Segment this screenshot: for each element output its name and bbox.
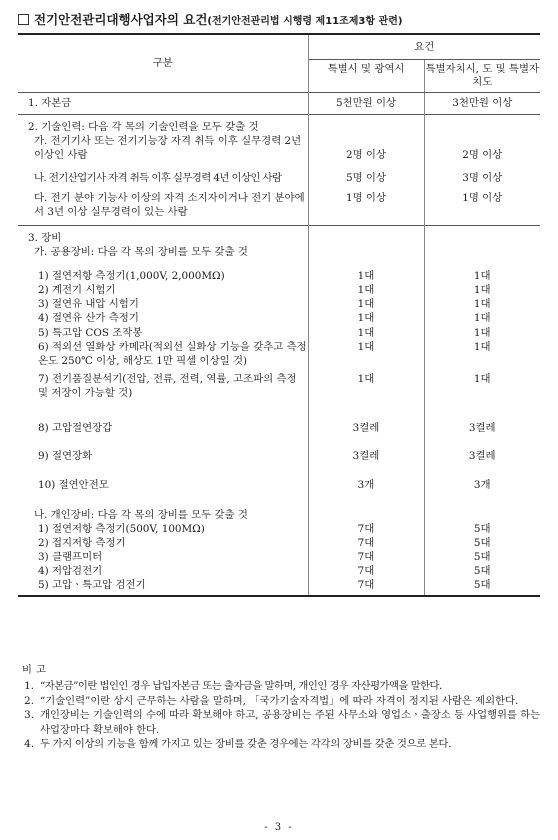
personal-item-metro: 7대 [308,578,424,596]
common-item-province: 1대 [473,312,491,325]
note-number: 2. [24,694,34,707]
note-number: 4. [24,738,34,751]
personal-item-metro: 7대 [308,522,424,536]
header-province: 특별자치시, 도 및 특별자치도 [424,60,540,93]
tech-item-industrial: 나. 전기산업기사 자격 취득 이후 실무경력 4년 이상인 사람 [34,172,282,185]
tech-industrial-province: 3명 이상 [462,172,503,185]
personal-item-province: 5대 [473,564,491,577]
notes-section [18,663,543,751]
common-item-insulated-boots: 9) 절연장화 [38,449,93,462]
common-item-thermal-camera: 6) 적외선 열화상 카메라(적외선 실화상 기능을 갖추고 측정온도 250℃ 이상, 해상도 1만 픽셀 이상일 것) [38,340,307,367]
header-metro: 특별시 및 광역시 [308,60,424,93]
personal-item-ground-tester: 2) 접지저항 측정기 [38,536,126,549]
note-text: 두 가지 이상의 기능을 함께 가지고 있는 장비를 갖춘 경우에는 각각의 장비를 갖춘 것으로 본다. [40,738,452,751]
personal-item-metro: 7대 [308,564,424,578]
common-item-metro: 1대 [308,311,424,325]
document-heading [18,10,548,28]
common-item-oil-voltage-tester: 3) 절연유 내압 시험기 [38,298,139,311]
common-item-province: 1대 [473,270,491,283]
note-item [18,737,543,751]
common-item-province: 1대 [473,298,491,311]
common-item-metro: 3켤레 [308,442,424,470]
note-number: 1. [24,680,34,693]
personal-item-hv-detector: 5) 고압ㆍ특고압 검전기 [38,578,146,591]
personal-item-province: 5대 [473,522,491,535]
common-item-power-analyzer: 7) 전기품질분석기(전압, 전류, 전력, 역률, 고조파의 측정 및 저장이 가능할 것) [38,372,297,399]
common-item-metro: 3켤레 [308,414,424,442]
capital-label: 1. 자본금 [28,97,72,110]
personal-item-metro: 7대 [308,536,424,550]
personal-item-clamp-meter: 3) 클램프미터 [38,550,103,563]
tech-technician-metro: 1명 이상 [308,191,424,226]
note-text: 개인장비는 기술인력의 수에 따라 확보해야 하고, 공용장비는 주된 사무소와 영업소ㆍ출장소 등 사업행위를 하는 사업장마다 확보해야 한다. [40,709,541,736]
personal-item-province: 5대 [424,578,540,596]
heading-title: 전기안전관리대행사업자의 요건 [34,12,208,27]
tech-industrial-metro: 5명 이상 [308,165,424,191]
common-item-metro: 1대 [308,283,424,297]
note-number: 3. [24,709,34,722]
heading-subtitle: (전기안전관리법 시행령 제11조제3항 관련) [207,16,403,27]
equip-personal-label: 나. 개인장비: 다음 각 목의 장비를 모두 갖출 것 [34,508,248,521]
notes-title: 비고 [22,664,50,676]
capital-metro: 5천만원 이상 [308,93,424,115]
page-number: - 3 - [264,822,294,833]
common-item-metro: 1대 [308,372,424,414]
common-item-province: 3개 [473,478,491,491]
equip-common-label: 가. 공용장비: 다음 각 목의 장비를 모두 갖출 것 [34,246,248,259]
common-item-metro: 1대 [308,269,424,283]
common-item-province: 1대 [473,340,491,353]
note-text: “기술인력”이란 상시 근무하는 사람을 말하며, 「국가기술자격법」에 따라 자격이 정지된 사람은 제외한다. [40,694,519,707]
personal-item-lv-detector: 4) 저압검전기 [38,564,103,577]
tech-item-engineer: 가. 전기기사 또는 전기기능장 자격 취득 이후 실무경력 2년 이상인 사람 [34,135,302,162]
tech-technician-province: 1명 이상 [462,192,503,205]
note-item [18,708,543,737]
note-text: “자본금”이란 법인인 경우 납입자본금 또는 출자금을 말하며, 개인인 경우 자산평가액을 말한다. [40,680,442,693]
header-requirements: 요건 [308,34,540,60]
common-item-oil-acid-meter: 4) 절연유 산가 측정기 [38,312,139,325]
common-item-province: 3켤레 [468,421,496,434]
note-item [18,694,543,708]
common-item-province: 3켤레 [468,449,496,462]
equip-label: 3. 장비 [28,232,62,245]
note-item [18,679,543,693]
capital-province: 3천만원 이상 [424,93,540,115]
personal-item-metro: 7대 [308,550,424,564]
tech-item-technician: 다. 전기 분야 기능사 이상의 자격 소지자이거나 전기 분야에서 3년 이상 실무경력이 있는 사람 [34,192,305,219]
common-item-safety-helmet: 10) 절연안전모 [38,478,109,491]
common-item-metro: 3개 [308,470,424,500]
common-item-province: 1대 [473,326,491,339]
common-item-cos-rod: 5) 특고압 COS 조작봉 [38,326,143,339]
personal-item-insulation-tester: 1) 절연저항 측정기(500V, 100MΩ) [38,522,205,535]
common-item-insulation-tester: 1) 절연저항 측정기(1,000V, 2,000MΩ) [38,270,225,283]
requirements-table [18,33,540,597]
common-item-hv-gloves: 8) 고압절연장갑 [38,421,113,434]
common-item-relay-tester: 2) 계전기 시험기 [38,284,116,297]
tech-engineer-province: 2명 이상 [462,149,503,162]
tech-label: 2. 기술인력: 다음 각 목의 기술인력을 모두 갖출 것 [28,121,259,133]
tech-engineer-metro: 2명 이상 [308,134,424,165]
header-category: 구분 [18,34,308,93]
common-item-metro: 1대 [308,297,424,311]
common-item-metro: 1대 [308,340,424,372]
checkbox-square-icon [18,14,29,25]
personal-item-province: 5대 [473,550,491,563]
personal-item-province: 5대 [473,536,491,549]
common-item-metro: 1대 [308,326,424,340]
common-item-province: 1대 [473,372,491,385]
common-item-province: 1대 [473,284,491,297]
